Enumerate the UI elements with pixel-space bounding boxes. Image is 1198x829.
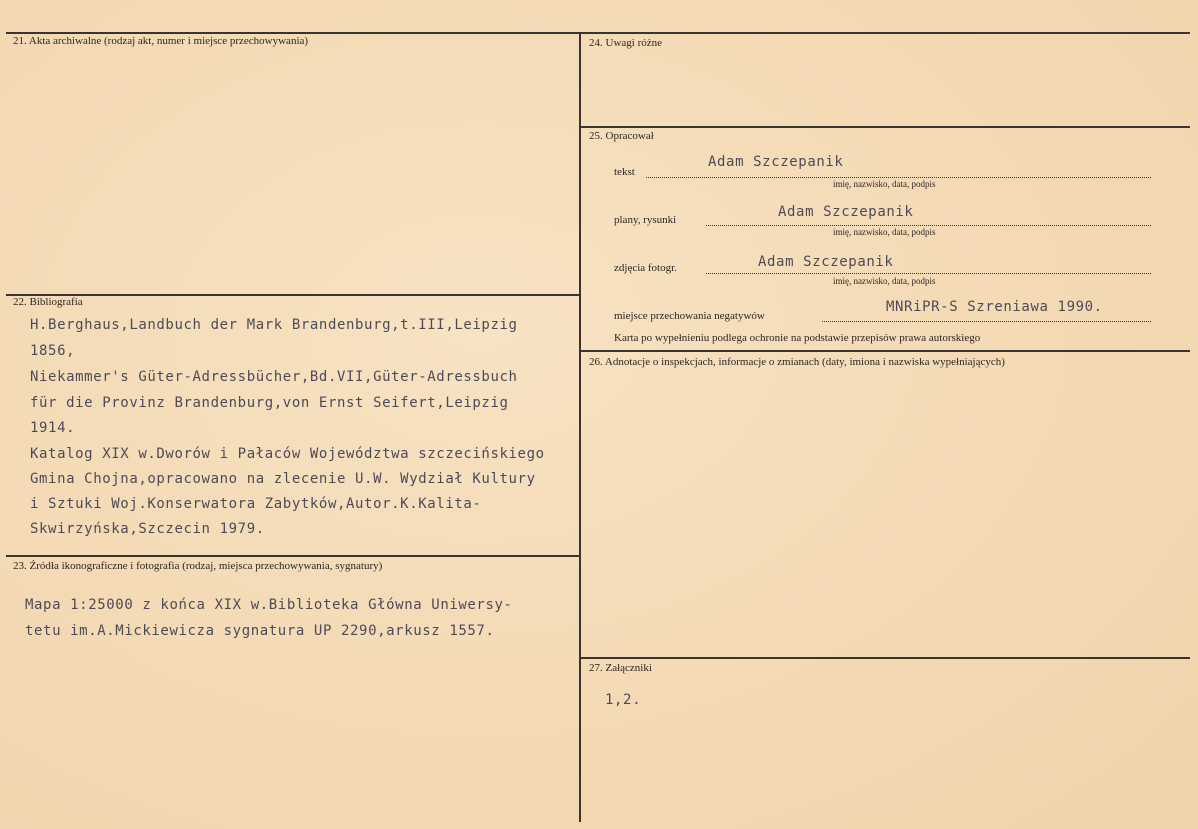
zdjecia-dotted-line: [706, 273, 1151, 274]
divider-21-22: [6, 294, 580, 296]
tekst-label: tekst: [614, 166, 635, 178]
zdjecia-value: Adam Szczepanik: [758, 254, 894, 270]
negatywy-value: MNRiPR-S Szreniawa 1990.: [886, 299, 1103, 315]
divider-24-25: [580, 126, 1190, 128]
bibliography-line: 1914.: [30, 420, 76, 436]
negatywy-dotted-line: [822, 321, 1151, 322]
plany-label: plany, rysunki: [614, 214, 677, 226]
bibliography-line: 1856,: [30, 343, 76, 359]
top-border: [6, 32, 1190, 34]
bibliography-line: Niekammer's Güter-Adressbücher,Bd.VII,Güter-Adressbuch: [30, 369, 518, 385]
tekst-value: Adam Szczepanik: [708, 154, 844, 170]
plany-dotted-line: [706, 225, 1151, 226]
zdjecia-label: zdjęcia fotogr.: [614, 262, 677, 274]
iconography-line: Mapa 1:25000 z końca XIX w.Biblioteka Główna Uniwersy-: [25, 597, 513, 613]
section-24-title: 24. Uwagi różne: [589, 37, 663, 49]
attachments-value: 1,2.: [605, 692, 642, 708]
negatywy-label: miejsce przechowania negatywów: [614, 310, 765, 322]
tekst-caption: imię, nazwisko, data, podpis: [833, 179, 936, 189]
plany-caption: imię, nazwisko, data, podpis: [833, 227, 936, 237]
divider-22-23: [6, 555, 580, 557]
tekst-dotted-line: [646, 177, 1151, 178]
bibliography-line: Skwirzyńska,Szczecin 1979.: [30, 521, 265, 537]
bibliography-line: Gmina Chojna,opracowano na zlecenie U.W. Wydział Kultury: [30, 471, 536, 487]
bibliography-line: für die Provinz Brandenburg,von Ernst Seifert,Leipzig: [30, 395, 509, 411]
bibliography-line: Katalog XIX w.Dworów i Pałaców Województwa szczecińskiego: [30, 446, 545, 462]
divider-25-26: [580, 350, 1190, 352]
copyright-note: Karta po wypełnieniu podlega ochronie na podstawie przepisów prawa autorskiego: [614, 332, 981, 344]
plany-value: Adam Szczepanik: [778, 204, 914, 220]
bibliography-line: i Sztuki Woj.Konserwatora Zabytków,Autor.K.Kalita-: [30, 496, 482, 512]
section-21-title: 21. Akta archiwalne (rodzaj akt, numer i miejsce przechowywania): [13, 35, 309, 47]
section-26-title: 26. Adnotacje o inspekcjach, informacje o zmianach (daty, imiona i nazwiska wypełniających): [589, 356, 1005, 368]
center-divider: [579, 32, 581, 822]
section-25-title: 25. Opracował: [589, 130, 654, 142]
section-27-title: 27. Załączniki: [589, 662, 652, 674]
divider-26-27: [580, 657, 1190, 659]
section-22-title: 22. Bibliografia: [13, 296, 83, 308]
bibliography-line: H.Berghaus,Landbuch der Mark Brandenburg,t.III,Leipzig: [30, 317, 518, 333]
section-23-title: 23. Źródła ikonograficzne i fotografia (rodzaj, miejsca przechowywania, sygnatury): [13, 560, 383, 572]
iconography-line: tetu im.A.Mickiewicza sygnatura UP 2290,arkusz 1557.: [25, 623, 495, 639]
zdjecia-caption: imię, nazwisko, data, podpis: [833, 276, 936, 286]
